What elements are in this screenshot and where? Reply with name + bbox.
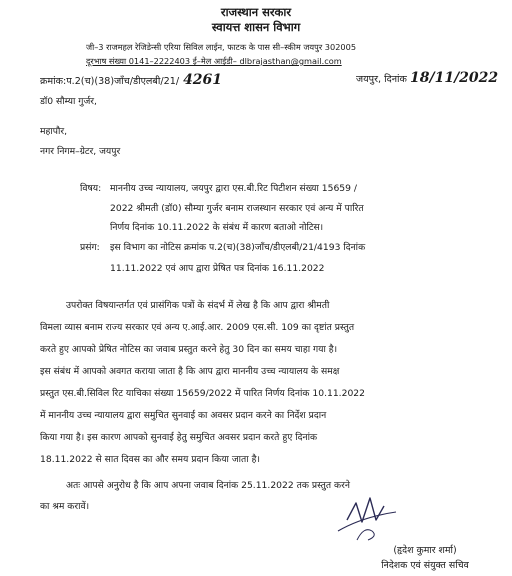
body-line-1: उपरोक्त विषयान्तर्गत एवं प्रासंगिक पत्रों के संदर्भ में लेख है कि आप द्वारा श्रीमती: [66, 300, 330, 311]
dispatch-place: जयपुर, दिनांक: [356, 74, 407, 85]
recipient-office: नगर निगम–ग्रेटर, जयपुर: [40, 146, 121, 157]
body-line-8: 18.11.2022 से सात दिवस का और समय प्रदान किया जाता है।: [40, 454, 260, 465]
recipient-designation: महापौर,: [40, 126, 68, 137]
signature-stroke: [347, 498, 384, 522]
reference-prefix: क्रमांक:प.2(च)(38)जाँच/डीएलबी/21/: [40, 76, 180, 87]
body-line-6: में माननीय उच्च न्यायालय द्वारा समुचित सुनवाई का अवसर प्रदान करने का निर्देश प्रदान: [40, 410, 327, 421]
dispatch-handwritten-date: 18/11/2022: [409, 70, 499, 86]
signature-underline: [338, 512, 396, 531]
signature-flourish: [357, 530, 374, 540]
prasang-line-1: इस विभाग का नोटिस क्रमांक प.2(च)(38)जाँच/डीएलबी/21/4193 दिनांक: [110, 242, 366, 253]
reference-number: [40, 72, 222, 88]
subject-label: विषय:: [80, 183, 102, 194]
reference-handwritten-number: 4261: [183, 72, 223, 88]
closing-line-2: का श्रम करावें।: [40, 501, 90, 512]
body-line-2: विमला व्यास बनाम राज्य सरकार एवं अन्य ए.आई.आर. 2009 एस.सी. 109 का दृष्टांत प्रस्तुत: [40, 322, 355, 333]
recipient-name: डॉ0 सौम्या गुर्जर,: [40, 96, 97, 107]
signatory-designation: निदेशक एवं संयुक्त सचिव: [381, 560, 469, 571]
body-line-4: इस संबंध में आपको अवगत कराया जाता है कि आप द्वारा माननीय उच्च न्यायालय के समक्ष: [40, 366, 340, 377]
dispatch-date: [356, 70, 500, 86]
prasang-label: प्रसंग:: [80, 242, 100, 253]
closing-line-1: अतः आपसे अनुरोध है कि आप अपना जवाब दिनांक 25.11.2022 तक प्रस्तुत करने: [66, 480, 350, 491]
office-contact: दूरभाष संख्या 0141–2222403 ई–मेल आईडी– dlbrajasthan@gmail.com: [86, 56, 342, 66]
department-heading: स्वायत्त शासन विभाग: [211, 20, 301, 34]
body-line-7: किया गया है। इस कारण आपको सुनवाई हेतु समुचित अवसर प्रदान करते हुए दिनांक: [40, 432, 318, 443]
subject-line-2: 2022 श्रीमती (डॉ0) सौम्या गुर्जर बनाम राजस्थान सरकार एवं अन्य में पारित: [110, 203, 364, 214]
signatory-name: (हृदेश कुमार शर्मा): [393, 545, 457, 556]
prasang-line-2: 11.11.2022 एवं आप द्वारा प्रेषित पत्र दिनांक 16.11.2022: [110, 263, 325, 274]
office-address: जी–3 राजमहल रेजिडेन्सी एरिया सिविल लाईन, फाटक के पास सी–स्कीम जयपुर 302005: [86, 42, 357, 52]
body-line-5: प्रस्तुत एस.बी.सिविल रिट याचिका संख्या 15659/2022 में पारित निर्णय दिनांक 10.11.2022: [40, 388, 365, 399]
subject-line-3: निर्णय दिनांक 10.11.2022 के संबंध में कारण बताओ नोटिस।: [110, 222, 324, 233]
body-line-3: करते हुए आपको प्रेषित नोटिस का जवाब प्रस्तुत करने हेतु 30 दिन का समय चाहा गया है।: [40, 344, 338, 355]
subject-line-1: माननीय उच्च न्यायालय, जयपुर द्वारा एस.बी.रिट पिटीशन संख्या 15659 /: [110, 183, 358, 194]
government-heading: राजस्थान सरकार: [220, 5, 292, 19]
